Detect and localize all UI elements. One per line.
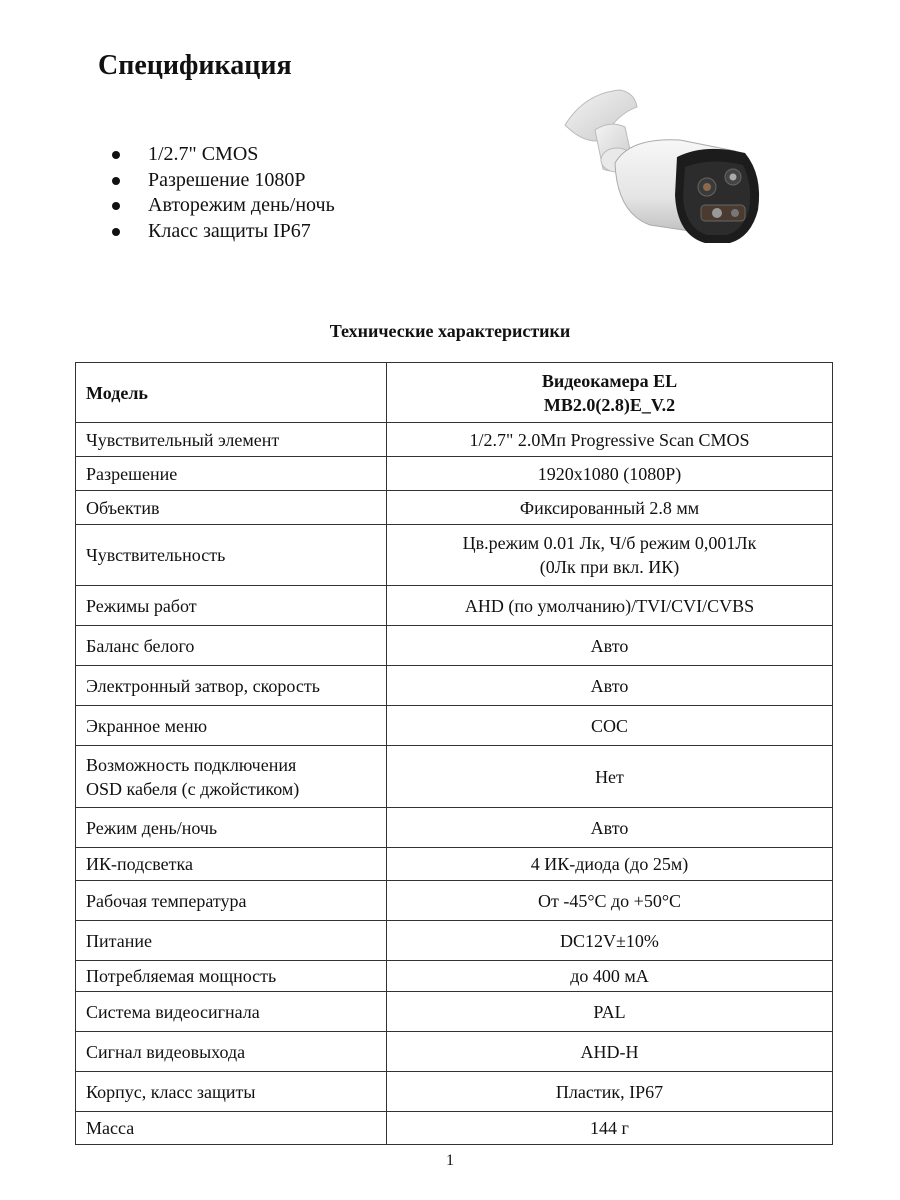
page-number: 1 xyxy=(446,1152,454,1169)
table-header-row xyxy=(76,363,833,423)
spec-table xyxy=(75,362,833,1145)
table-row xyxy=(76,457,833,491)
spec-value: Авто xyxy=(387,808,833,848)
table-row xyxy=(76,491,833,525)
table-row xyxy=(76,992,833,1032)
table-row xyxy=(76,423,833,457)
spec-value-line: (0Лк при вкл. ИК) xyxy=(539,557,680,577)
spec-key: ИК-подсветка xyxy=(76,848,387,881)
spec-key: Система видеосигнала xyxy=(76,992,387,1032)
spec-value: Нет xyxy=(387,746,833,808)
spec-key: Электронный затвор, скорость xyxy=(76,666,387,706)
table-row xyxy=(76,1032,833,1072)
spec-value: 1920x1080 (1080P) xyxy=(387,457,833,491)
spec-key: Режимы работ xyxy=(76,586,387,626)
table-row xyxy=(76,881,833,921)
feature-item xyxy=(110,168,335,194)
spec-value: 4 ИК-диода (до 25м) xyxy=(387,848,833,881)
page-title: Спецификация xyxy=(98,50,292,81)
spec-key: Рабочая температура xyxy=(76,881,387,921)
spec-value: COC xyxy=(387,706,833,746)
table-row xyxy=(76,808,833,848)
bullet-icon xyxy=(112,228,120,236)
spec-key: Чувствительный элемент xyxy=(76,423,387,457)
spec-key-line: Возможность подключения xyxy=(86,754,297,775)
spec-key: Корпус, класс защиты xyxy=(76,1072,387,1112)
spec-value: Пластик, IP67 xyxy=(387,1072,833,1112)
spec-key: Разрешение xyxy=(76,457,387,491)
table-row xyxy=(76,921,833,961)
spec-value: AHD-H xyxy=(387,1032,833,1072)
spec-key-line: OSD кабеля (с джойстиком) xyxy=(86,778,300,799)
spec-value: От -45°C до +50°C xyxy=(387,881,833,921)
bullet-icon xyxy=(112,177,120,185)
feature-text: 1/2.7" CMOS xyxy=(148,143,259,165)
spec-key: Масса xyxy=(76,1112,387,1145)
model-value-line: MB2.0(2.8)E_V.2 xyxy=(543,394,676,415)
spec-value: AHD (по умолчанию)/TVI/CVI/CVBS xyxy=(387,586,833,626)
spec-value: до 400 мА xyxy=(387,961,833,992)
table-row xyxy=(76,525,833,586)
spec-key: Питание xyxy=(76,921,387,961)
feature-text: Класс защиты IP67 xyxy=(148,219,311,242)
table-row xyxy=(76,706,833,746)
spec-value: Авто xyxy=(387,626,833,666)
camera-image xyxy=(555,85,770,265)
spec-value-line: Цв.режим 0.01 Лк, Ч/б режим 0,001Лк xyxy=(462,533,757,553)
table-row xyxy=(76,1072,833,1112)
spec-key xyxy=(76,746,387,808)
bullet-icon xyxy=(112,151,120,159)
table-row xyxy=(76,848,833,881)
table-row xyxy=(76,961,833,992)
feature-item xyxy=(110,219,335,245)
model-value xyxy=(387,363,833,423)
feature-text: Разрешение 1080P xyxy=(148,168,306,191)
spec-key: Режим день/ночь xyxy=(76,808,387,848)
spec-key: Потребляемая мощность xyxy=(76,961,387,992)
spec-key: Баланс белого xyxy=(76,626,387,666)
table-row xyxy=(76,1112,833,1145)
feature-item xyxy=(110,193,335,219)
table-row xyxy=(76,626,833,666)
table-row xyxy=(76,586,833,626)
spec-value xyxy=(387,525,833,586)
spec-value: Авто xyxy=(387,666,833,706)
model-value-line: Видеокамера EL xyxy=(541,370,678,391)
spec-key: Экранное меню xyxy=(76,706,387,746)
feature-list xyxy=(110,142,335,244)
table-title: Технические характеристики xyxy=(329,321,571,341)
spec-key: Сигнал видеовыхода xyxy=(76,1032,387,1072)
table-row xyxy=(76,746,833,808)
spec-value: 144 г xyxy=(387,1112,833,1145)
spec-value: 1/2.7" 2.0Мп Progressive Scan CMOS xyxy=(387,423,833,457)
spec-value: PAL xyxy=(387,992,833,1032)
table-row xyxy=(76,666,833,706)
spec-key: Объектив xyxy=(76,491,387,525)
model-label: Модель xyxy=(76,363,387,423)
spec-key: Чувствительность xyxy=(76,525,387,586)
spec-value: DC12V±10% xyxy=(387,921,833,961)
bullet-icon xyxy=(112,202,120,210)
feature-text: Авторежим день/ночь xyxy=(148,194,335,216)
spec-value: Фиксированный 2.8 мм xyxy=(387,491,833,525)
feature-item xyxy=(110,142,335,168)
